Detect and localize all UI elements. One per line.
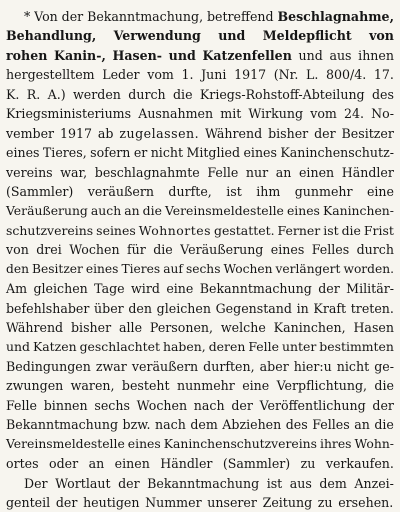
word: Verwendung [113,28,201,44]
word: Wochen [136,397,188,413]
word: an [275,164,292,180]
word: Ferner [277,222,321,238]
text-line [6,396,394,415]
word: Wohnortes [138,222,212,238]
word: gleichen [33,281,88,297]
word: befehlshaber [6,300,90,316]
word: und [218,28,246,44]
text-line [6,163,394,182]
word: Kaninchenschutz- [280,145,394,161]
text-line [6,143,394,162]
word: ersehen. [338,494,394,510]
word: Wortlaut [55,475,111,491]
word: 1917 [59,125,92,141]
word: eine [166,281,194,297]
word: dem [319,475,347,491]
word: über [94,300,124,316]
word: 1. [181,67,194,83]
word: Vereinsmeldestelle [164,203,284,219]
word: gunmehr [294,183,353,199]
text-line [6,415,394,434]
word: bisher [268,125,309,141]
word: waren, [70,378,115,394]
word: sofern [90,145,131,161]
word: (Sammler) [222,456,291,472]
word: Kanin-, [54,47,106,63]
word: der [61,9,84,24]
word: Der [24,475,48,491]
word: verkaufen. [325,456,394,472]
word: der [318,281,340,297]
word: Von [34,9,58,24]
word: welche [220,320,266,335]
word: Katzen [32,339,77,355]
word: Bekanntmachung [147,475,260,491]
text-line [6,46,394,65]
text-line [6,493,394,512]
text-line [6,454,394,473]
word: ab [97,125,114,141]
word: gestattet. [213,222,275,238]
word: unter [281,339,317,355]
text-line [6,7,394,26]
word: Kraft [313,300,347,316]
text-line [6,104,394,123]
word: Verpflichtung, [276,378,368,394]
word: Leder [102,67,140,83]
text-line [6,474,394,493]
word: Hasen [353,320,394,335]
word: Abziehen [222,417,282,433]
word: A.) [47,86,66,102]
text-line [6,260,394,279]
word: Tage [94,281,125,297]
word: Besitzer [341,125,394,141]
word: Kriegs-Rohstoff-Abteilung [199,86,365,102]
word: nunmehr [176,378,235,394]
word: eine [366,183,394,199]
word: die [153,242,173,258]
text-line [6,357,394,376]
word: von [6,242,29,258]
word: alle [119,320,143,335]
word: und [298,47,323,63]
word: (Sammler) [6,183,74,199]
word: die [142,203,162,219]
word: Händler [341,164,394,180]
word: 17. [373,67,394,83]
word: nicht [150,145,184,161]
word: oder [49,456,79,472]
word: 800/4. [325,67,367,83]
word: Am [6,281,28,297]
word: dem [190,417,218,433]
word: Vereinsmeldestelle [6,436,125,451]
word: nicht [336,358,370,374]
word: veräußern [131,358,199,374]
word: Meldepflicht [262,28,352,44]
word: Frist [363,222,394,238]
word: sechs [94,397,130,413]
word: Veräußerung [180,242,264,258]
word: Felles [312,417,350,433]
word: der [314,125,336,141]
word: die [374,417,394,433]
text-line [6,337,394,356]
word: hier:u [293,358,332,374]
text-line [6,124,394,143]
word: 24. [343,106,365,122]
word: Wochen [69,242,120,258]
text-line [6,26,394,45]
word: K. [6,86,20,102]
word: ihnen [358,47,394,63]
word: heutigen [83,494,140,510]
word: ortes [6,456,39,472]
word: geschlachtet [79,339,161,355]
word: er [133,145,148,161]
text-line [6,65,394,84]
word: auf [163,261,183,276]
word: bzw. [122,417,151,433]
word: einen [298,164,335,180]
word: zwar [95,358,127,374]
word: (Nr. [273,67,299,83]
word: gleichen [156,300,211,316]
word: ist [226,183,242,199]
word: worden. [343,261,394,276]
word: den [6,261,29,276]
word: L. [305,67,319,83]
word: Militär- [346,281,394,297]
word: Wohn- [354,436,394,451]
word: Kaninchenschutzvereins [163,436,317,451]
word: Während [6,320,64,335]
word: der [118,475,140,491]
word: von [369,28,394,44]
text-line [6,435,394,454]
word: Mitglied [186,145,241,161]
word: Während [205,125,263,141]
word: Anzei- [354,475,394,491]
word: auch [90,203,122,219]
word: Veräußerung [6,203,88,219]
text-line [6,318,394,337]
word: nach [155,417,186,433]
word: genteil [6,494,51,510]
word: No- [371,106,394,122]
word: Felle [248,339,279,355]
word: ist [323,222,339,238]
word: des [285,417,308,433]
word: Zeitung [262,494,313,510]
word: Katzenfellen [202,47,292,63]
word: treten. [350,300,394,316]
word: zu [300,456,316,472]
word: ge- [374,358,394,374]
word: bisher [71,320,112,335]
word: veräußern [87,183,154,199]
word: Personen, [149,320,214,335]
word: ihres [320,436,352,451]
word: ist [266,475,283,491]
word: an [124,203,140,219]
word: durften, [203,358,255,374]
word: Kriegsministeriums [6,106,132,122]
word: deren [208,339,246,355]
word: besteht [121,378,170,394]
word: zu [317,494,333,510]
word: an [88,456,105,472]
word: und [6,339,30,355]
word: Beschlagnahme, [277,9,394,24]
word: sechs [185,261,221,276]
word: des [371,86,394,102]
word: aus [329,47,352,63]
word: verlängert [275,261,341,276]
word: wird [131,281,160,297]
word: war, [60,164,88,180]
word: betreffend [206,9,274,24]
word: Hasen- [112,47,163,63]
article-text [6,7,394,512]
word: Bekanntmachung [199,281,312,297]
word: durch [356,242,394,258]
word: drei [36,242,62,258]
word: werden [73,86,121,102]
word: ihm [256,183,281,199]
text-line [6,376,394,395]
word: der [372,397,394,413]
word: haben, [163,339,206,355]
word: die [374,378,394,394]
word: Ausnahmen [138,106,214,122]
word: R. [26,86,41,102]
word: die [341,222,361,238]
word: vereins [6,164,53,180]
word: eines [270,242,305,258]
word: hergestelltem [6,67,95,83]
word: nur [245,164,269,180]
word: und [168,47,196,63]
word: in [296,300,309,316]
word: eines [243,145,277,161]
word: eine [242,378,270,394]
word: unserer [207,494,257,510]
word: Händler [160,456,213,472]
word: Bekanntmachung, [87,9,204,24]
word: mit [220,106,242,122]
word: schutzvereins [6,222,94,238]
word: bestimmten [319,339,394,355]
word: Gegenstand [215,300,292,316]
word: * [24,9,31,24]
word: aber [259,358,289,374]
word: einen [114,456,150,472]
word: vom [310,106,337,122]
word: seines [96,222,136,238]
word: Felle [207,164,239,180]
word: nach [193,397,225,413]
word: der [55,494,78,510]
text-line [6,279,394,298]
word: 1917 [234,67,267,83]
word: rohen [6,47,48,63]
word: eines [127,436,161,451]
word: Bedingungen [6,358,91,374]
word: die [172,86,193,102]
text-line [6,221,394,240]
word: durfte, [168,183,212,199]
text-line [6,182,394,201]
text-line [6,85,394,104]
word: vember [6,125,55,141]
word: Felles [311,242,350,258]
word: Kaninchen- [322,203,394,219]
word: an [354,417,370,433]
word: zwungen [6,378,64,394]
word: eines [286,203,320,219]
word: Juni [201,67,227,83]
word: Bekanntmachung [6,417,119,433]
text-line [6,299,394,318]
word: zugelassen. [119,125,200,141]
word: Tieres, [42,145,87,161]
text-line [6,240,394,259]
word: binnen [43,397,88,413]
word: den [128,300,152,316]
word: Veröffentlichung [259,397,366,413]
word: Wirkung [248,106,304,122]
word: Besitzer [31,261,83,276]
word: eines [85,261,119,276]
word: Wochen [223,261,273,276]
word: vom [147,67,174,83]
word: der [231,397,253,413]
word: Behandlung, [6,28,97,44]
word: für [127,242,146,258]
word: Kaninchen, [273,320,346,335]
word: Nummer [145,494,202,510]
word: aus [289,475,312,491]
word: eines [6,145,40,161]
word: Felle [6,397,38,413]
word: beschlagnahmte [94,164,200,180]
text-line [6,201,394,220]
word: durch [128,86,166,102]
word: Tieres [121,261,161,276]
